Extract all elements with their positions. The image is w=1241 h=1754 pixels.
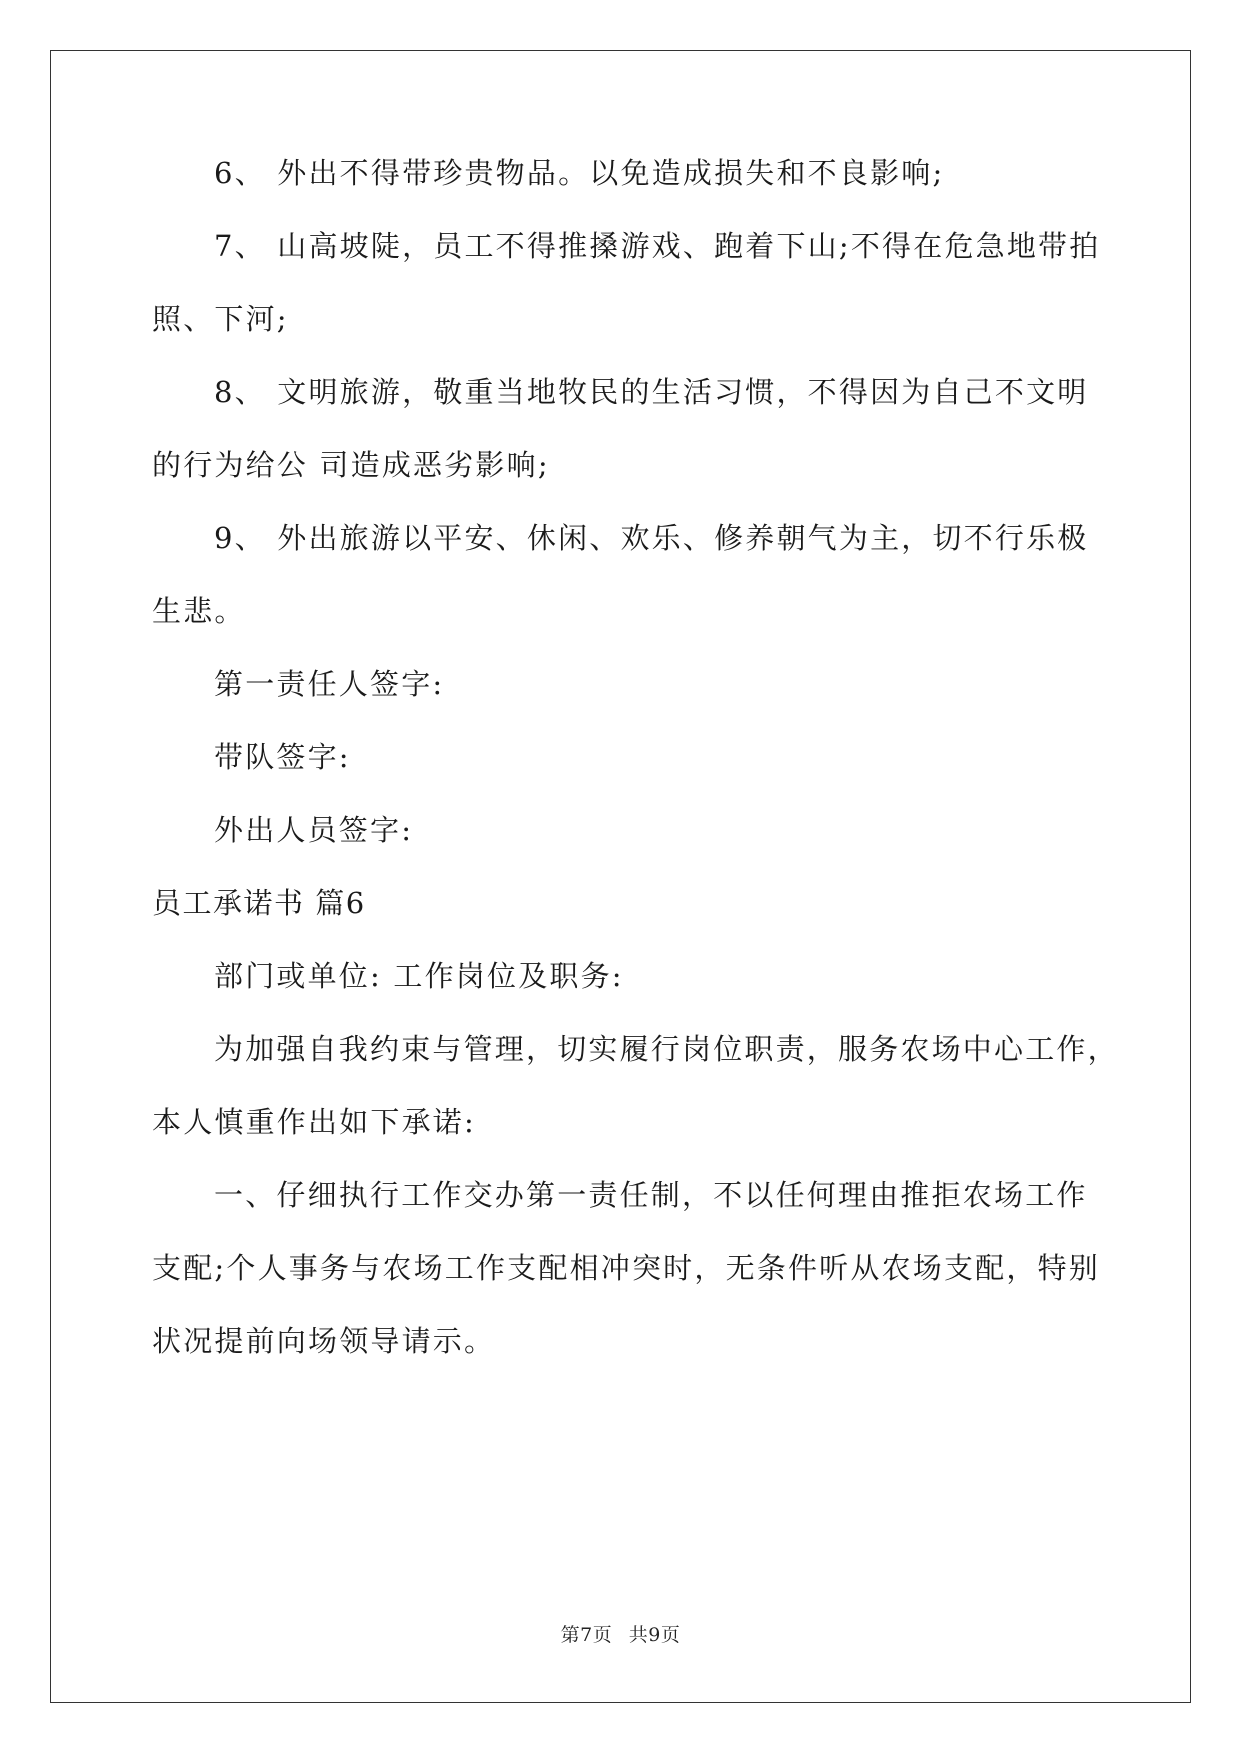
page-number-total: 共9页 — [628, 1624, 681, 1646]
signature-first-responsible: 第一责任人签字: — [214, 667, 445, 701]
pledge-1-line-3: 状况提前向场领导请示。 — [152, 1324, 496, 1358]
department-position-line: 部门或单位: 工作岗位及职务: — [214, 959, 624, 993]
item-7-line-2: 照、下河; — [152, 302, 289, 336]
item-8-line-1: 8、 文明旅游，敬重当地牧民的生活习惯，不得因为自己不文明 — [214, 375, 1089, 409]
pledge-1-line-2: 支配;个人事务与农场工作支配相冲突时，无条件听从农场支配，特别 — [152, 1251, 1100, 1285]
page-number-current: 第7页 — [560, 1624, 613, 1646]
page-footer — [0, 1623, 1241, 1647]
intro-paragraph-line-2: 本人慎重作出如下承诺: — [152, 1105, 476, 1139]
item-9-line-1: 9、 外出旅游以平安、休闲、欢乐、修养朝气为主，切不行乐极 — [214, 521, 1089, 555]
item-9-line-2: 生悲。 — [152, 594, 246, 628]
intro-paragraph-line-1: 为加强自我约束与管理，切实履行岗位职责，服务农场中心工作， — [214, 1032, 1119, 1066]
page-border — [50, 50, 1191, 1703]
item-8-line-2: 的行为给公 司造成恶劣影响; — [152, 448, 550, 482]
pledge-1-line-1: 一、仔细执行工作交办第一责任制，不以任何理由推拒农场工作 — [214, 1178, 1088, 1212]
item-6-line-1: 6、 外出不得带珍贵物品。以免造成损失和不良影响; — [214, 156, 945, 190]
section-heading: 员工承诺书 篇6 — [152, 886, 366, 920]
signature-team-leader: 带队签字: — [214, 740, 351, 774]
item-7-line-1: 7、 山高坡陡，员工不得推搡游戏、跑着下山;不得在危急地带拍 — [214, 229, 1101, 263]
signature-participants: 外出人员签字: — [214, 813, 414, 847]
